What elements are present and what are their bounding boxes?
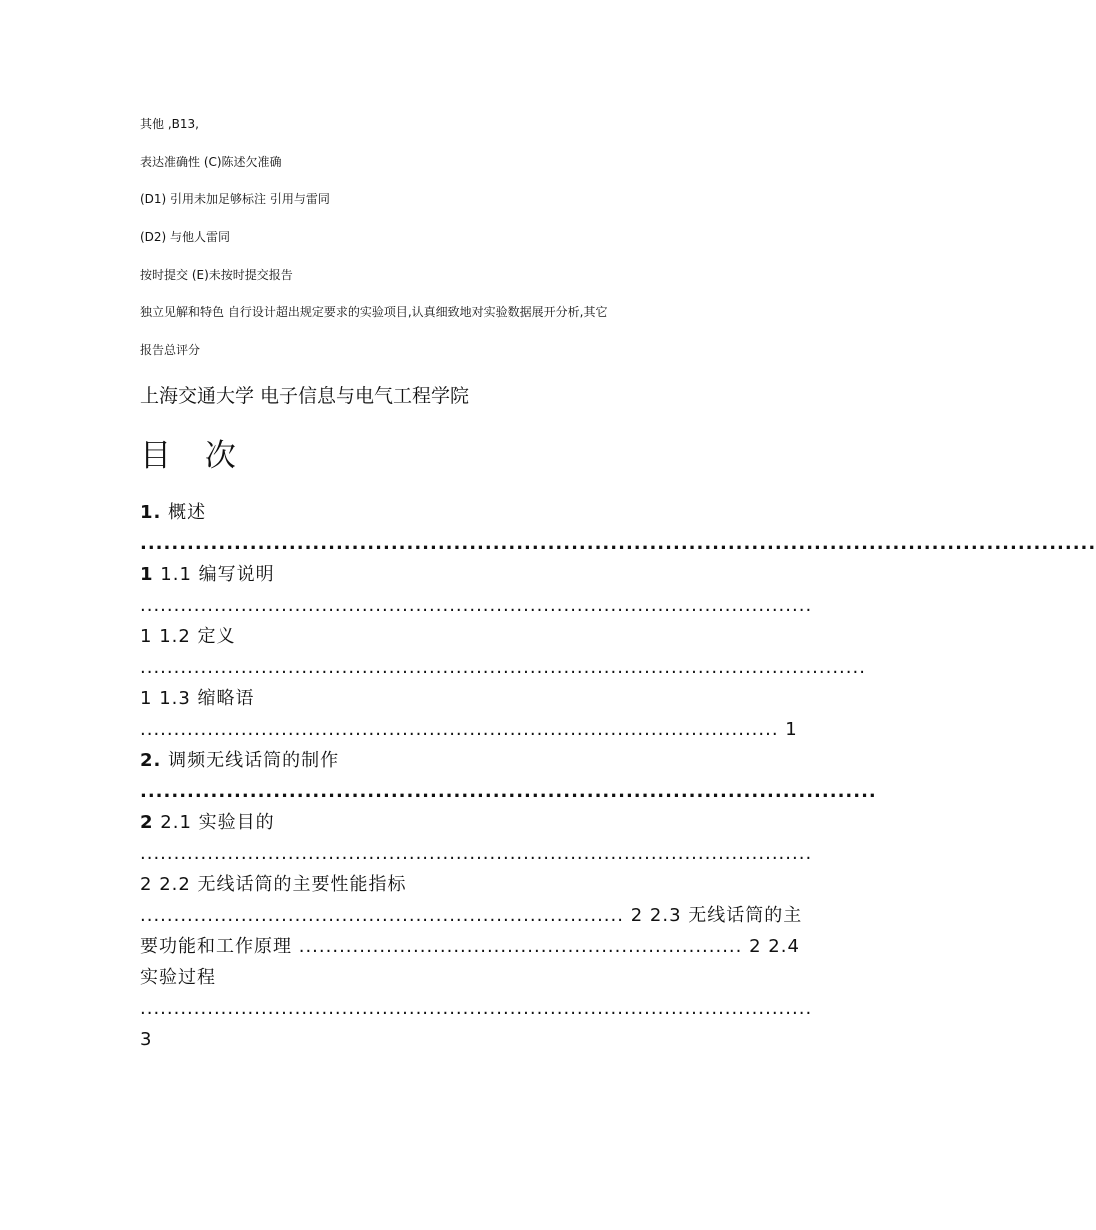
toc-page-number: 2 — [140, 812, 154, 833]
toc-entry-1-3: 1.3 缩略语 — [159, 688, 255, 709]
toc-leader-dots: .................................................................. — [298, 936, 743, 957]
table-of-contents — [140, 497, 1096, 1055]
toc-leader-dots: .................................................................................................... — [140, 595, 813, 616]
toc-section-1-number: 1. — [140, 502, 162, 523]
originality-criteria-line: 独立见解和特色 自行设计超出规定要求的实验项目,认真细致地对实验数据展开分析,其它 — [140, 305, 608, 319]
toc-entry-2-2: 2.2 无线话筒的主要性能指标 — [159, 874, 407, 895]
toc-section-2-title: 调频无线话筒的制作 — [168, 750, 340, 771]
toc-entry-2-4: 2.4 实验过程 — [140, 936, 800, 988]
submission-criteria-line: 按时提交 (E)未按时提交报告 — [140, 268, 293, 282]
toc-leader-dots: ............................................................................................... — [140, 719, 779, 740]
toc-leader-dots: ........................................................................ — [140, 905, 624, 926]
toc-page-number: 2 — [140, 874, 153, 895]
toc-page-number: 1 — [140, 688, 153, 709]
citation-criteria-line: (D1) 引用未加足够标注 引用与雷同 — [140, 192, 330, 206]
toc-title: 目 次 — [140, 438, 248, 474]
toc-page-number: 1 — [785, 719, 798, 740]
toc-entry-1-2: 1.2 定义 — [159, 626, 236, 647]
toc-page-number: 1 — [140, 564, 154, 585]
toc-entry-2-3: 2.3 无线话筒的主要功能和工作原理 — [140, 905, 803, 957]
toc-leader-dots: .......................................................................................................................... — [140, 533, 1096, 554]
toc-entry-1-1: 1.1 编写说明 — [160, 564, 275, 585]
toc-leader-dots: .............................................................................................. — [140, 781, 877, 802]
toc-page-number: 1 — [140, 626, 153, 647]
plagiarism-criteria-line: (D2) 与他人雷同 — [140, 230, 231, 244]
toc-section-2-number: 2. — [140, 750, 162, 771]
toc-page-number: 2 — [749, 936, 762, 957]
toc-leader-dots: .................................................................................................... — [140, 843, 813, 864]
toc-page-number: 2 — [630, 905, 644, 926]
toc-page-number: 3 — [140, 1029, 153, 1050]
total-score-line: 报告总评分 — [140, 343, 201, 357]
toc-leader-dots: ............................................................................................................ — [140, 657, 866, 678]
other-criteria-line: 其他 ,B13, — [140, 117, 199, 131]
toc-section-1-title: 概述 — [168, 502, 207, 523]
toc-leader-dots: .................................................................................................... — [140, 998, 813, 1019]
toc-entry-2-1: 2.1 实验目的 — [160, 812, 275, 833]
institution-name: 上海交通大学 电子信息与电气工程学院 — [140, 385, 470, 407]
accuracy-criteria-line: 表达准确性 (C)陈述欠准确 — [140, 155, 282, 169]
